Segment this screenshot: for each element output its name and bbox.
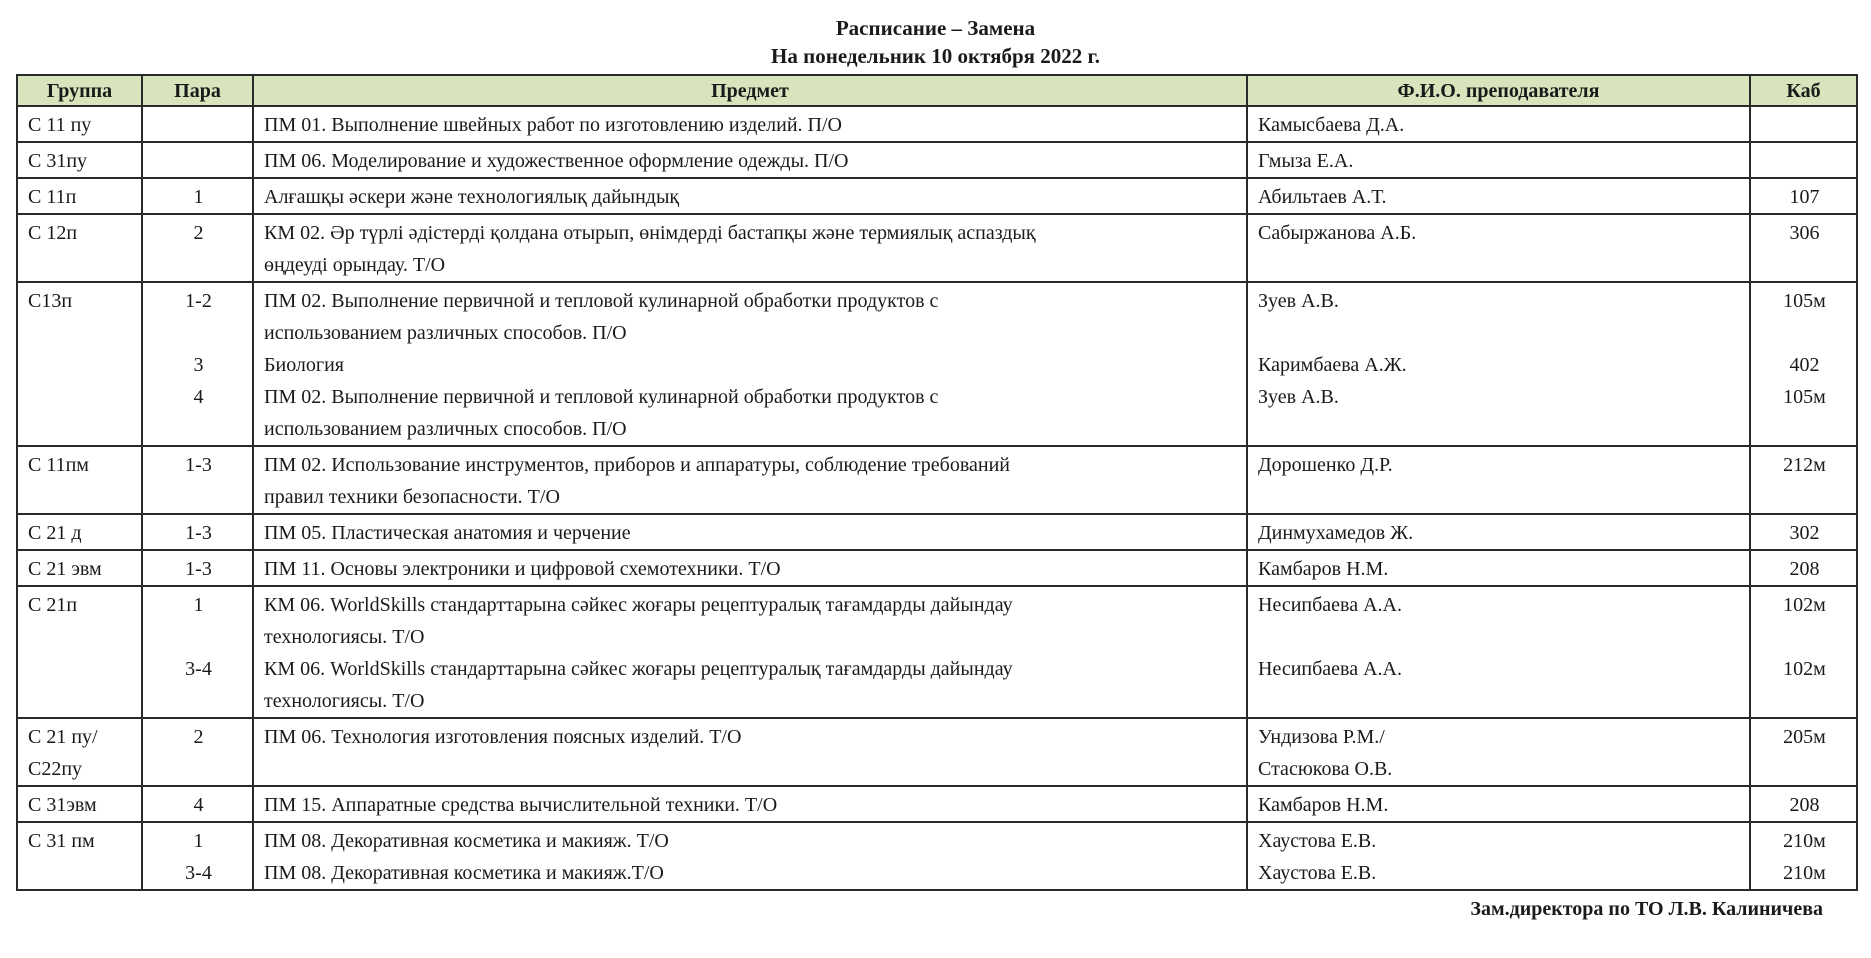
subject-cell: [253, 514, 1247, 550]
group-line: С22пу: [28, 758, 83, 780]
para-cell: [142, 106, 253, 142]
subject-line: Алғашқы әскери және технологиялық дайындық: [264, 186, 680, 208]
para-line: 3: [193, 354, 204, 376]
para-line: 1: [193, 186, 204, 208]
para-line: 1-2: [185, 290, 212, 312]
para-line: 1-3: [185, 558, 212, 580]
teacher-line: Ундизова Р.М./: [1258, 726, 1385, 748]
subject-line: ПМ 15. Аппаратные средства вычислительной техники. Т/О: [264, 794, 778, 816]
group-cell: [17, 786, 142, 822]
group-line: С 21 эвм: [28, 558, 102, 580]
subject-cell: [253, 106, 1247, 142]
subject-line: КМ 06. WorldSkills стандарттарына сәйкес жоғары рецептуралық тағамдарды дайындау: [264, 658, 1013, 680]
room-line: [1761, 621, 1848, 653]
table-row: [17, 550, 1857, 586]
room-line: 302: [1789, 522, 1820, 544]
para-cell: [142, 550, 253, 586]
teacher-line: Зуев А.В.: [1258, 386, 1339, 408]
subject-cell: [253, 178, 1247, 214]
para-line: 1-3: [185, 454, 212, 476]
teacher-cell: [1247, 514, 1750, 550]
room-line: 402: [1789, 354, 1820, 376]
group-cell: [17, 142, 142, 178]
para-line: 2: [193, 726, 204, 748]
para-line: 1: [193, 594, 204, 616]
column-header-para: Пара: [142, 75, 253, 106]
teacher-line: Гмыза Е.А.: [1258, 150, 1354, 172]
table-row: [17, 514, 1857, 550]
subject-line: технологиясы. Т/О: [264, 690, 425, 712]
room-line: [1761, 317, 1848, 349]
column-header-subject: Предмет: [253, 75, 1247, 106]
para-line: 3-4: [185, 862, 212, 884]
para-line: 1-3: [185, 522, 212, 544]
column-header-teacher: Ф.И.О. преподавателя: [1247, 75, 1750, 106]
teacher-line: Хаустова Е.В.: [1258, 830, 1377, 852]
group-cell: [17, 586, 142, 718]
teacher-line: Хаустова Е.В.: [1258, 862, 1377, 884]
subject-line: ПМ 02. Выполнение первичной и тепловой кулинарной обработки продуктов с: [264, 386, 939, 408]
subject-line: ПМ 08. Декоративная косметика и макияж.Т/О: [264, 862, 664, 884]
subject-cell: [253, 446, 1247, 514]
table-row: [17, 106, 1857, 142]
teacher-cell: [1247, 106, 1750, 142]
teacher-line: Несипбаева А.А.: [1258, 658, 1402, 680]
room-cell: [1750, 550, 1857, 586]
teacher-cell: [1247, 178, 1750, 214]
subject-line: ПМ 01. Выполнение швейных работ по изготовлению изделий. П/О: [264, 114, 842, 136]
teacher-line: Абильтаев А.Т.: [1258, 186, 1387, 208]
table-header-row: [17, 75, 1857, 106]
para-cell: [142, 142, 253, 178]
para-line: 1: [193, 830, 204, 852]
subject-cell: [253, 550, 1247, 586]
room-line: 306: [1789, 222, 1820, 244]
subject-line: КМ 06. WorldSkills стандарттарына сәйкес жоғары рецептуралық тағамдарды дайындау: [264, 594, 1013, 616]
para-line: [153, 109, 244, 141]
teacher-line: Несипбаева А.А.: [1258, 594, 1402, 616]
group-cell: [17, 178, 142, 214]
para-cell: [142, 514, 253, 550]
teacher-line: Камбаров Н.М.: [1258, 794, 1389, 816]
subject-line: ПМ 06. Технология изготовления поясных изделий. Т/О: [264, 726, 742, 748]
room-line: 212м: [1783, 454, 1826, 476]
room-line: 107: [1789, 186, 1820, 208]
para-cell: [142, 718, 253, 786]
subject-line: ПМ 02. Выполнение первичной и тепловой кулинарной обработки продуктов с: [264, 290, 939, 312]
signature: Зам.директора по ТО Л.В. Калиничева: [1470, 898, 1823, 920]
table-row: [17, 586, 1857, 718]
para-cell: [142, 178, 253, 214]
teacher-cell: [1247, 718, 1750, 786]
room-line: 210м: [1783, 862, 1826, 884]
para-line: [153, 317, 244, 349]
teacher-line: Камбаров Н.М.: [1258, 558, 1389, 580]
room-cell: [1750, 214, 1857, 282]
para-line: 2: [193, 222, 204, 244]
teacher-line: [1258, 621, 1741, 653]
page-title: Расписание – Замена: [835, 16, 1036, 40]
subject-line: КМ 02. Әр түрлі әдістерді қолдана отырып, өнімдерді бастапқы және термиялық аспаздық: [264, 222, 1036, 244]
para-line: 4: [193, 386, 204, 408]
teacher-line: Камысбаева Д.А.: [1258, 114, 1405, 136]
para-cell: [142, 822, 253, 890]
group-line: С 21п: [28, 594, 78, 616]
table-row: [17, 786, 1857, 822]
teacher-line: Стасюкова О.В.: [1258, 758, 1393, 780]
table-row: [17, 718, 1857, 786]
column-header-room: Каб: [1750, 75, 1857, 106]
room-cell: [1750, 178, 1857, 214]
room-line: 210м: [1783, 830, 1826, 852]
room-line: 105м: [1783, 386, 1826, 408]
group-cell: [17, 514, 142, 550]
group-line: С13п: [28, 290, 73, 312]
subject-cell: [253, 822, 1247, 890]
group-line: С 31эвм: [28, 794, 97, 816]
room-cell: [1750, 142, 1857, 178]
table-row: [17, 142, 1857, 178]
room-line: 208: [1789, 558, 1820, 580]
para-line: [153, 621, 244, 653]
teacher-line: Дорошенко Д.Р.: [1258, 454, 1393, 476]
group-line: С 11пм: [28, 454, 89, 476]
group-cell: [17, 550, 142, 586]
teacher-cell: [1247, 282, 1750, 446]
subject-line: технологиясы. Т/О: [264, 626, 425, 648]
room-cell: [1750, 514, 1857, 550]
table-row: [17, 178, 1857, 214]
para-cell: [142, 586, 253, 718]
room-line: 105м: [1783, 290, 1826, 312]
column-header-group: Группа: [17, 75, 142, 106]
subject-line: ПМ 06. Моделирование и художественное оформление одежды. П/О: [264, 150, 849, 172]
group-cell: [17, 106, 142, 142]
subject-cell: [253, 786, 1247, 822]
teacher-line: Динмухамедов Ж.: [1258, 522, 1414, 544]
room-cell: [1750, 446, 1857, 514]
subject-cell: [253, 142, 1247, 178]
para-cell: [142, 282, 253, 446]
group-line: С 31 пм: [28, 830, 95, 852]
room-line: 102м: [1783, 658, 1826, 680]
teacher-cell: [1247, 822, 1750, 890]
group-cell: [17, 446, 142, 514]
schedule-table: [16, 74, 1858, 891]
room-cell: [1750, 822, 1857, 890]
room-line: 208: [1789, 794, 1820, 816]
teacher-cell: [1247, 786, 1750, 822]
room-cell: [1750, 282, 1857, 446]
subject-line: ПМ 08. Декоративная косметика и макияж. Т/О: [264, 830, 669, 852]
subject-cell: [253, 214, 1247, 282]
para-cell: [142, 446, 253, 514]
group-cell: [17, 282, 142, 446]
table-row: [17, 282, 1857, 446]
teacher-cell: [1247, 550, 1750, 586]
group-line: С 11п: [28, 186, 77, 208]
page-subtitle: На понедельник 10 октября 2022 г.: [771, 44, 1100, 68]
teacher-cell: [1247, 586, 1750, 718]
room-cell: [1750, 106, 1857, 142]
room-cell: [1750, 586, 1857, 718]
room-line: 205м: [1783, 726, 1826, 748]
subject-cell: [253, 718, 1247, 786]
group-cell: [17, 214, 142, 282]
group-line: С 31пу: [28, 150, 88, 172]
teacher-cell: [1247, 446, 1750, 514]
subject-line: ПМ 11. Основы электроники и цифровой схемотехники. Т/О: [264, 558, 781, 580]
group-cell: [17, 718, 142, 786]
table-row: [17, 446, 1857, 514]
room-line: [1761, 145, 1848, 177]
subject-line: использованием различных способов. П/О: [264, 322, 627, 344]
teacher-line: Зуев А.В.: [1258, 290, 1339, 312]
subject-line: правил техники безопасности. Т/О: [264, 486, 560, 508]
subject-cell: [253, 282, 1247, 446]
table-row: [17, 822, 1857, 890]
room-cell: [1750, 718, 1857, 786]
subject-line: использованием различных способов. П/О: [264, 418, 627, 440]
teacher-line: [1258, 317, 1741, 349]
para-line: 3-4: [185, 658, 212, 680]
para-cell: [142, 214, 253, 282]
teacher-cell: [1247, 214, 1750, 282]
room-line: 102м: [1783, 594, 1826, 616]
teacher-line: Каримбаева А.Ж.: [1258, 354, 1407, 376]
para-line: [153, 145, 244, 177]
teacher-line: Сабыржанова А.Б.: [1258, 222, 1417, 244]
subject-cell: [253, 586, 1247, 718]
subject-line: Биология: [264, 354, 345, 376]
group-line: С 11 пу: [28, 114, 92, 136]
room-line: [1761, 109, 1848, 141]
para-line: 4: [193, 794, 204, 816]
subject-line: ПМ 02. Использование инструментов, приборов и аппаратуры, соблюдение требований: [264, 454, 1011, 476]
room-cell: [1750, 786, 1857, 822]
group-line: С 21 пу/: [28, 726, 98, 748]
subject-line: ПМ 05. Пластическая анатомия и черчение: [264, 522, 631, 544]
group-line: С 12п: [28, 222, 78, 244]
group-line: С 21 д: [28, 522, 82, 544]
group-cell: [17, 822, 142, 890]
subject-line: өңдеуді орындау. Т/О: [264, 254, 446, 276]
teacher-cell: [1247, 142, 1750, 178]
table-row: [17, 214, 1857, 282]
para-cell: [142, 786, 253, 822]
table-body: [17, 106, 1857, 890]
